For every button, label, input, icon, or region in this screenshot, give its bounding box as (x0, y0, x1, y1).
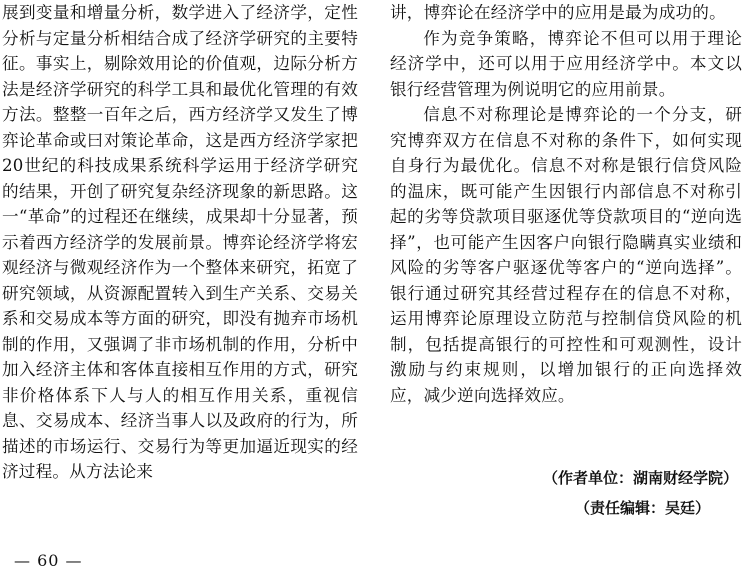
right-paragraph-2: 作为竞争策略，博弈论不但可以用于理论经济学中，还可以用于应用经济学中。本文以银行经营管理为例说明它的应用前景。 (390, 28, 742, 99)
column-gutter (372, 0, 373, 540)
left-column-paragraph: 展到变量和增量分析，数学进入了经济学，定性分析与定量分析相结合成了经济学研究的主要特征。事实上，剔除效用论的价值观，边际分析方法是经济学研究的科学工具和最优化管理的有效方法。整整一百年之后，西方经济学又发生了博弈论革命或曰对策论革命，这是西方经济学家把20世纪的科技成果系统科学运用于经济学研究的结果，开创了研究复杂经济现象的新思路。这一“革命”的过程还在继续，成果却十分显著，预示着西方经济学的发展前景。博弈论经济学将宏观经济与微观经济作为一个整体来研究，拓宽了研究领域，从资源配置转入到生产关系、交易关系和交易成本等方面的研究，即没有抛弃市场机制的作用，又强调了非市场机制的作用，分析中加入经济主体和客体直接相互作用的方式，研究非价格体系下人与人的相互作用关系，重视信息、交易成本、经济当事人以及政府的行为，所描述的市场运行、交易行为等更加逼近现实的经济过程。从方法论来 (2, 3, 358, 481)
right-paragraph-3: 信息不对称理论是博弈论的一个分支，研究博弈双方在信息不对称的条件下，如何实现自身行为最优化。信息不对称是银行信贷风险的温床，既可能产生因银行内部信息不对称引起的劣等贷款项目驱逐优等贷款项目的“逆向选择”，也可能产生因客户向银行隐瞒真实业绩和风险的劣等客户驱逐优等客户的“逆向选择”。银行通过研究其经营过程存在的信息不对称，运用博弈论原理设立防范与控制信贷风险的机制，包括提高银行的可控性和可观测性，设计激励与约束规则，以增加银行的正向选择效应，减少逆向选择效应。 (390, 105, 742, 405)
author-affiliation: （作者单位：湖南财经学院） (542, 469, 738, 487)
right-text-column (390, 0, 742, 408)
responsible-editor: （责任编辑：吴廷） (574, 499, 710, 517)
left-text-column (2, 0, 358, 485)
page-number: — 60 — (14, 551, 83, 570)
right-paragraph-1: 讲，博弈论在经济学中的应用是最为成功的。 (390, 3, 726, 22)
